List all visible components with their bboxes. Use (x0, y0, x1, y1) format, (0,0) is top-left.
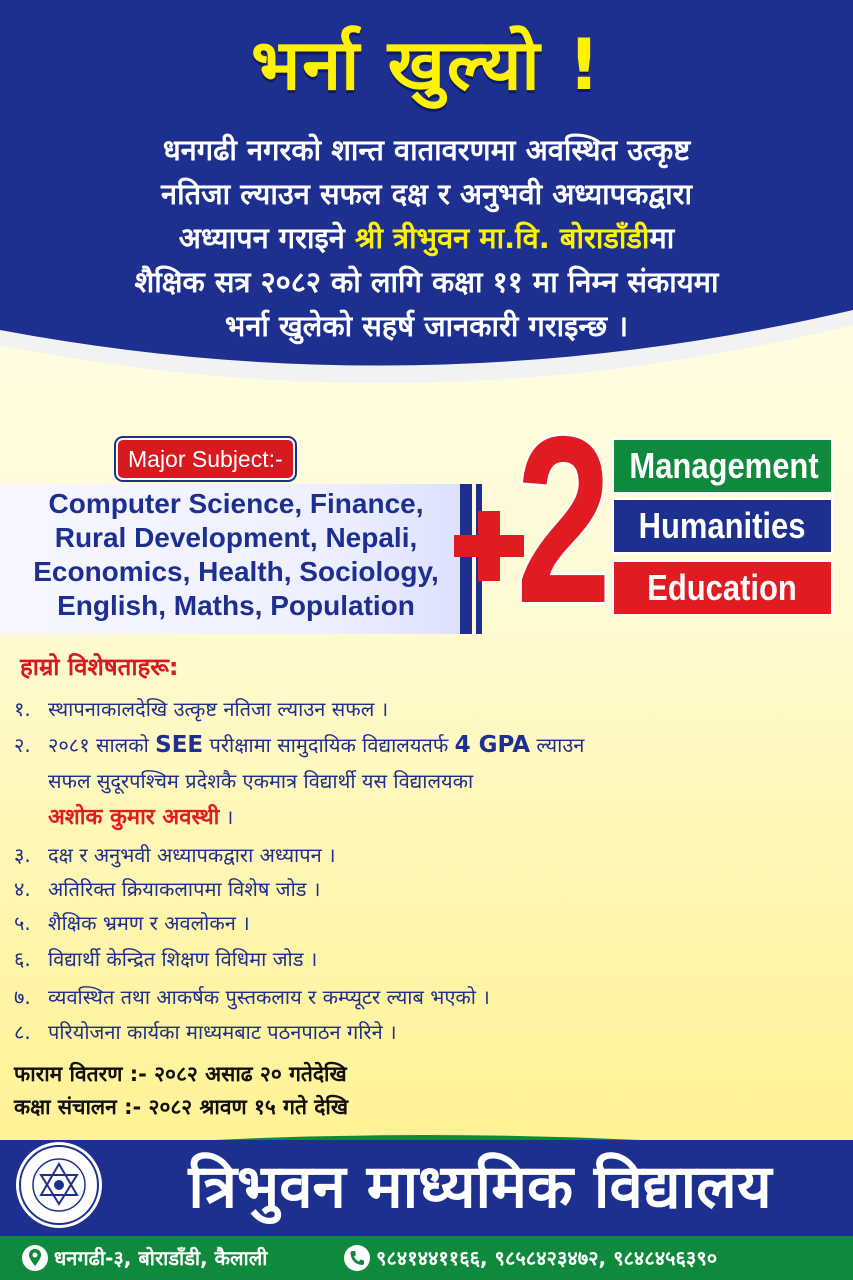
feature-item-2: २. २०८१ सालको SEE परीक्षामा सामुदायिक विद्यालयतर्फ 4 GPA ल्याउन (14, 732, 585, 758)
subject-line: Rural Development, Nepali, (54, 522, 418, 553)
intro-line-1: धनगढी नगरको शान्त वातावरणमा अवस्थित उत्कृष्ट (162, 133, 691, 167)
major-subject-label: Major Subject:- (116, 438, 295, 480)
faculty-humanities: Humanities (612, 498, 833, 554)
feature-item-7: ७. व्यवस्थित तथा आकर्षक पुस्तकलाय र कम्प्यूटर ल्याब भएको । (14, 985, 490, 1009)
intro-line-5: भर्ना खुलेको सहर्ष जानकारी गराइन्छ । (224, 309, 629, 343)
phone-numbers: ९८४१४४११६६, ९८५८४२३४७२, ९८४८४५६३९० (376, 1246, 718, 1270)
subject-list (0, 487, 472, 623)
school-highlight: श्री त्रीभुवन मा.वि. बोराडाँडी (354, 221, 650, 255)
feature-item-2-line-2: सफल सुदूरपश्चिम प्रदेशकै एकमात्र विद्यार्थी यस विद्यालयका (48, 769, 474, 793)
faculty-education: Education (612, 560, 833, 616)
school-address: धनगढी-३, बोराडाँडी, कैलाली (54, 1246, 268, 1270)
feature-item-1: १. स्थापनाकालदेखि उत्कृष्ट नतिजा ल्याउन सफल । (14, 697, 389, 721)
faculty-management: Management (612, 438, 833, 494)
phone-icon (344, 1244, 370, 1272)
subject-line: English, Maths, Population (57, 590, 415, 621)
school-name: त्रिभुवन माध्यमिक विद्यालय (188, 1152, 772, 1222)
intro-line-4: शैक्षिक सत्र २०८२ को लागि कक्षा ११ मा निम्न संकायमा (134, 265, 719, 299)
page-title: भर्ना खुल्यो ! (251, 24, 602, 106)
see-label: SEE (155, 732, 204, 758)
intro-line-3: अध्यापन गराइने श्री त्रीभुवन मा.वि. बोराडाँडीमा (178, 221, 675, 255)
student-name: अशोक कुमार अवस्थी (48, 805, 220, 830)
plus-two-number: 2 (516, 388, 607, 653)
location-pin-icon (22, 1244, 48, 1272)
feature-item-5: ५. शैक्षिक भ्रमण र अवलोकन । (14, 911, 250, 935)
feature-item-3: ३. दक्ष र अनुभवी अध्यापकद्वारा अध्यापन । (14, 843, 336, 867)
feature-item-2-line-3: अशोक कुमार अवस्थी । (48, 805, 234, 830)
gpa-label: 4 GPA (454, 732, 531, 758)
feature-item-8: ८. परियोजना कार्यका माध्यमबाट पठनपाठन गरिने । (14, 1020, 397, 1044)
subject-line: Computer Science, Finance, (48, 488, 424, 519)
class-start-date: कक्षा संचालन :- २०८२ श्रावण १५ गते देखि (14, 1095, 349, 1119)
intro-line-2: नतिजा ल्याउन सफल दक्ष र अनुभवी अध्यापकद्वारा (161, 177, 692, 211)
form-distribution-date: फाराम वितरण :- २०८२ असाढ २० गतेदेखि (14, 1062, 347, 1086)
intro-text (10, 128, 843, 348)
plus-sign-vertical (478, 511, 500, 581)
subject-line: Economics, Health, Sociology, (33, 556, 439, 587)
feature-item-6: ६. विद्यार्थी केन्द्रित शिक्षण विधिमा जोड । (14, 947, 318, 971)
feature-item-4: ४. अतिरिक्त क्रियाकलापमा विशेष जोड । (14, 877, 321, 901)
features-title: हाम्रो विशेषताहरू: (20, 653, 179, 681)
school-logo-icon (14, 1140, 104, 1230)
